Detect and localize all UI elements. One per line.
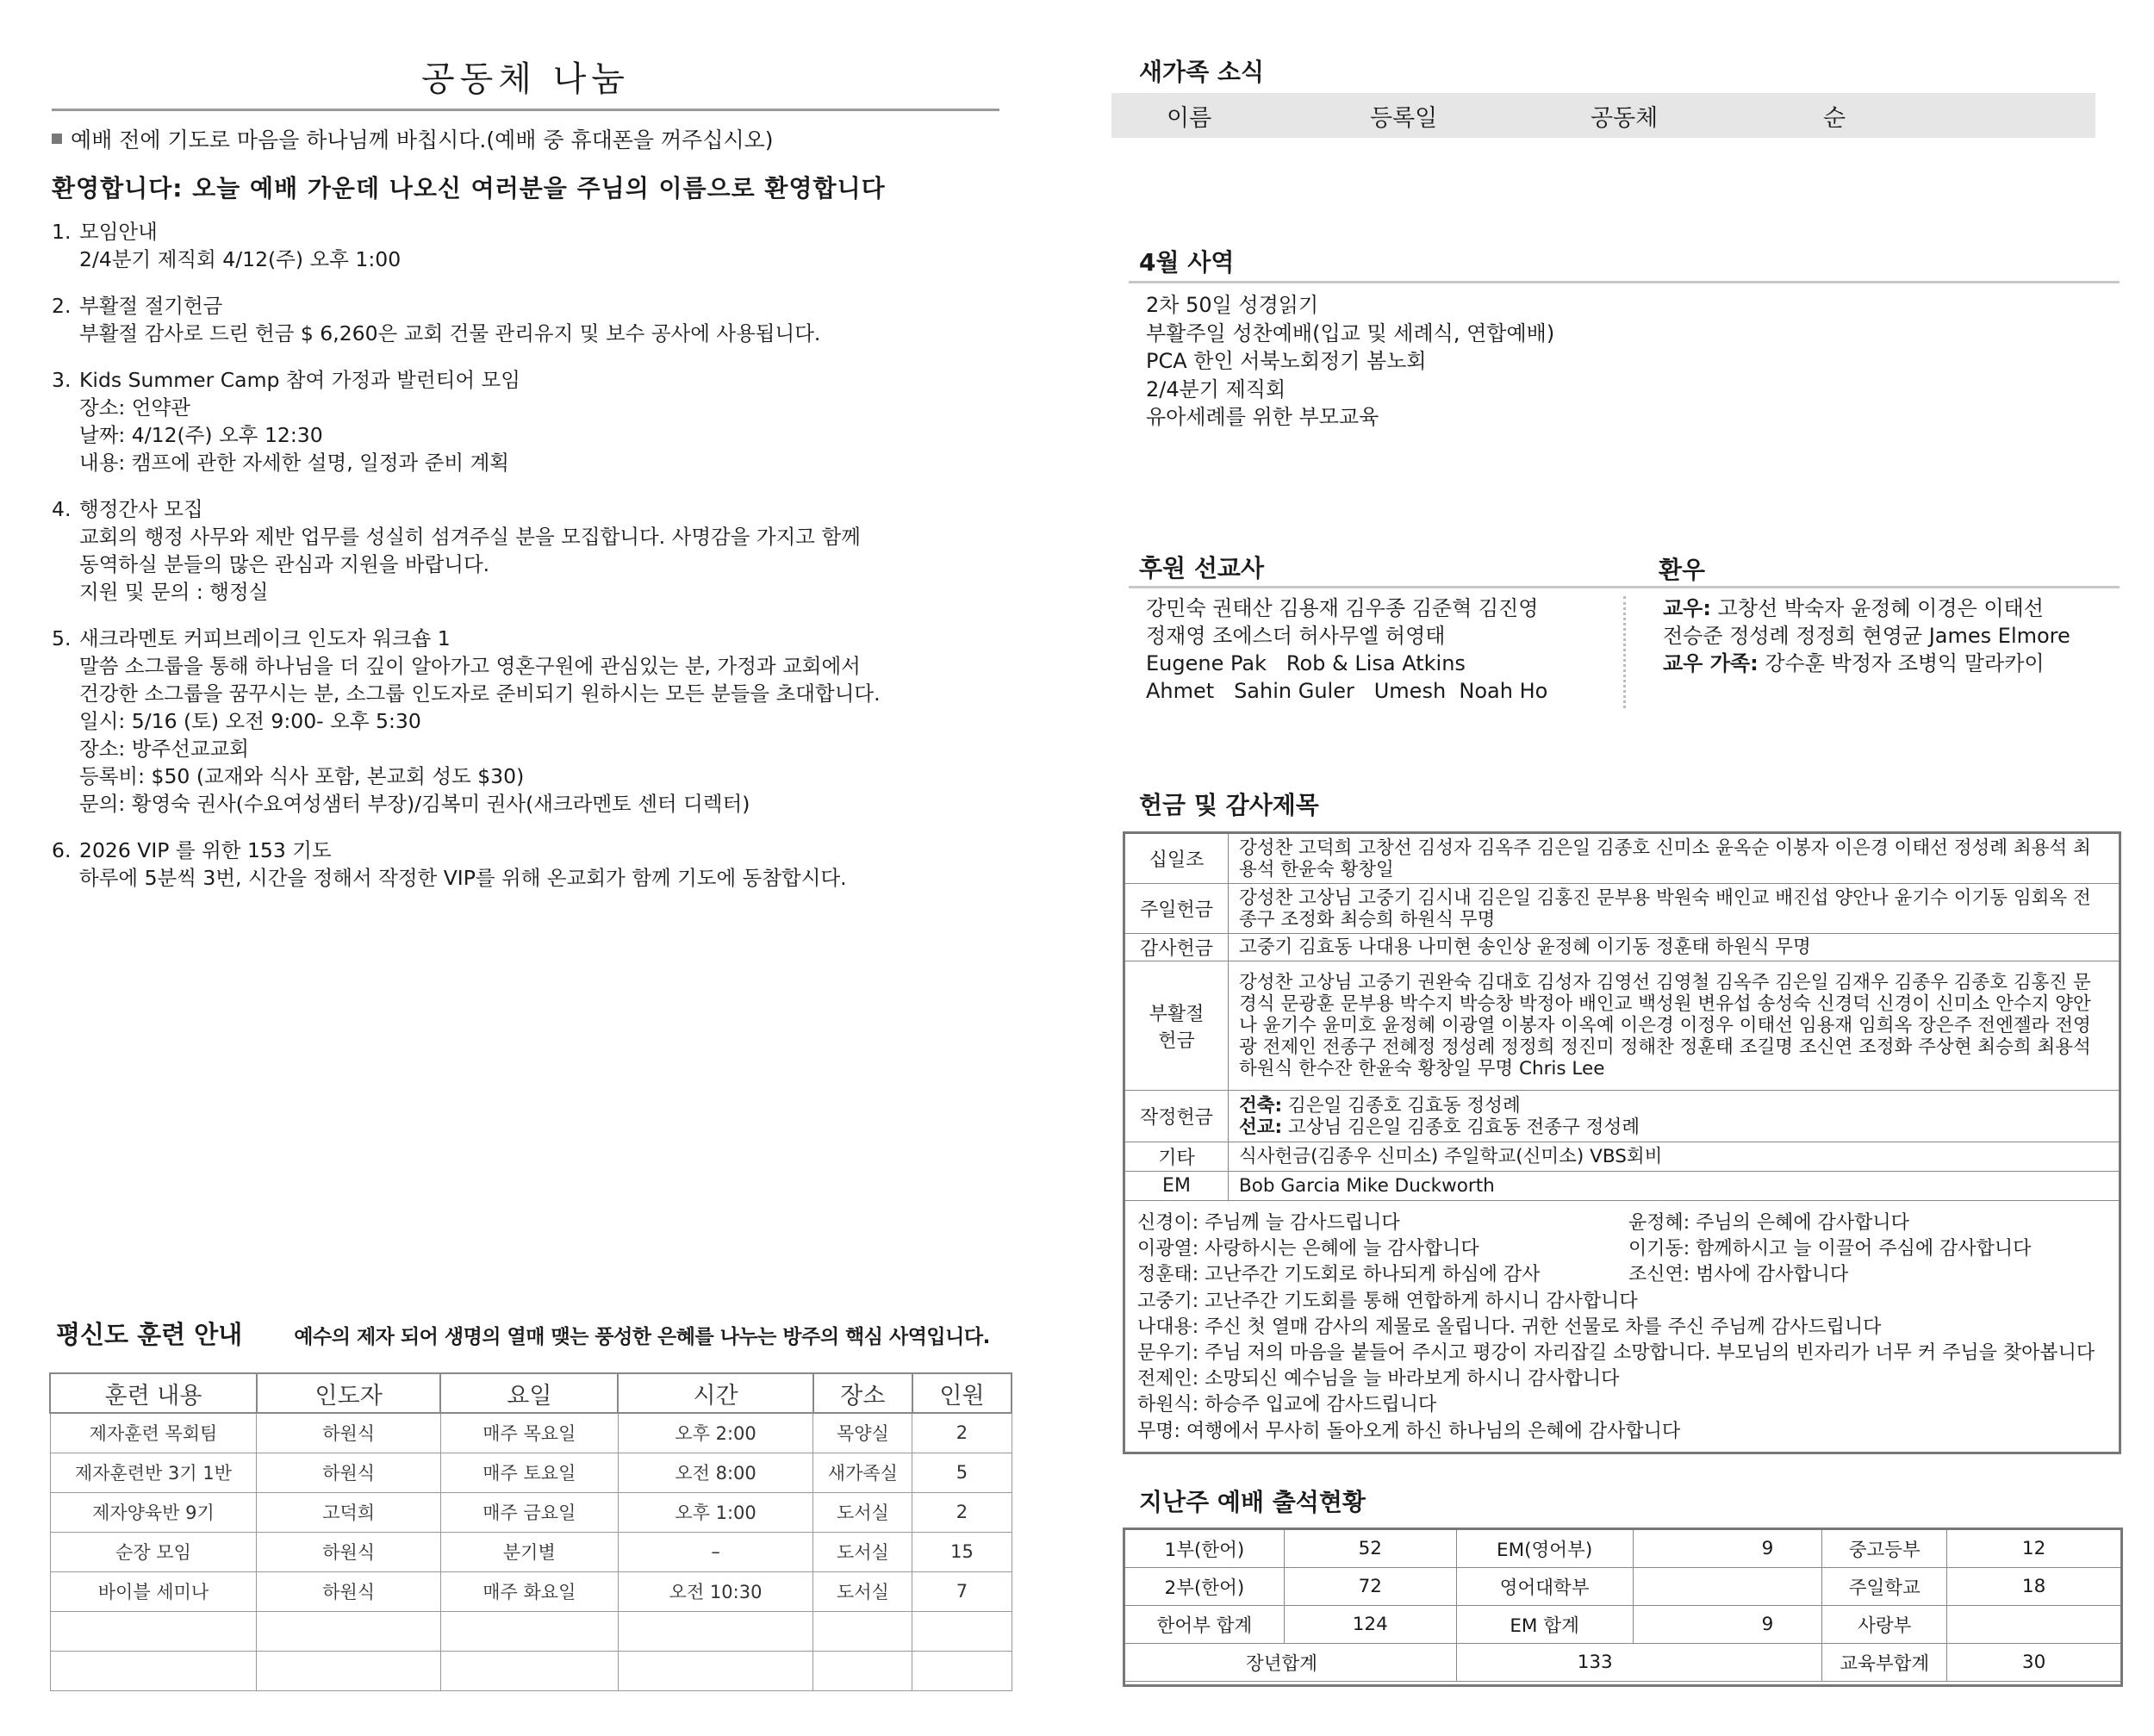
training-cell: 하원식: [257, 1453, 440, 1492]
patient-label: 교우:: [1663, 596, 1711, 620]
training-cell: 고덕희: [257, 1492, 440, 1532]
offering-category: 기타: [1125, 1142, 1229, 1172]
announcement-number: 5.: [52, 626, 72, 650]
thanks-entry: 신경이: 주님께 늘 감사드립니다: [1137, 1212, 1400, 1234]
offering-category: 작정헌금: [1125, 1091, 1229, 1142]
announcement-item: [52, 495, 1017, 606]
attendance-count: 9: [1633, 1606, 1822, 1644]
offering-names: [1229, 1091, 2120, 1142]
attendance-row: [1125, 1530, 2121, 1568]
thanks-entry: 이기동: 함께하시고 늘 이끌어 주심에 감사합니다: [1628, 1238, 2032, 1260]
announcement-title: 부활절 절기헌금: [79, 294, 223, 318]
offering-row: [1125, 834, 2120, 884]
training-row: [50, 1413, 1012, 1453]
attendance-label: 한어부 합계: [1125, 1606, 1285, 1644]
training-cell: [50, 1611, 257, 1651]
april-event: PCA 한인 서북노회정기 봄노회: [1146, 349, 1427, 373]
offering-title: 헌금 및 감사제목: [1139, 791, 1319, 819]
thanks-row: [1137, 1392, 2111, 1418]
offering-pledge-names: 김은일 김종호 김효동 정성례: [1282, 1094, 1521, 1117]
training-cell: 분기별: [440, 1532, 618, 1571]
thanks-entry: 문우기: 주님 저의 마음을 붙들어 주시고 평강이 자리잡길 소망합니다. 부모님의 빈자리가 너무 커 주님을 찾아봅니다: [1137, 1341, 2095, 1364]
patient-label: 교우 가족:: [1663, 651, 1759, 675]
missionary-divider: [1129, 586, 2120, 588]
training-cell: [813, 1651, 912, 1690]
announcement-heading: [52, 366, 1017, 394]
training-cell: 매주 목요일: [440, 1413, 618, 1453]
training-cell: 도서실: [813, 1492, 912, 1532]
training-cell: [912, 1651, 1012, 1690]
training-cell: 제자훈련반 3기 1반: [50, 1453, 257, 1492]
training-cell: 도서실: [813, 1571, 912, 1611]
attendance-title: 지난주 예배 출석현황: [1139, 1488, 1366, 1516]
announcement-heading: [52, 218, 1017, 246]
announcement-number: 4.: [52, 497, 72, 521]
attendance-total-row: [1125, 1644, 2121, 1682]
training-cell: 매주 금요일: [440, 1492, 618, 1532]
missionary-line: Eugene Pak Rob & Lisa Atkins: [1146, 651, 1466, 675]
welcome-text: 환영합니다: 오늘 예배 가운데 나오신 여러분을 주님의 이름으로 환영합니다: [52, 174, 886, 202]
announcement-line: 장소: 방주선교교회: [79, 737, 249, 761]
thanks-entry: 하원식: 하승주 입교에 감사드립니다: [1137, 1394, 1437, 1416]
training-row: [50, 1571, 1012, 1611]
attendance-count: 12: [1947, 1530, 2121, 1568]
announcement-heading: [52, 495, 1017, 523]
announcement-list: [52, 218, 1017, 892]
patient-names: 고창선 박숙자 윤정혜 이경은 이태선: [1710, 596, 2044, 620]
newfamily-col-group: 순: [1823, 104, 1846, 132]
training-cell: 5: [912, 1453, 1012, 1492]
thanks-entry: 고중기: 고난주간 기도회를 통해 연합하게 하시니 감사합니다: [1137, 1290, 1638, 1312]
attendance-label: 영어대학부: [1456, 1568, 1633, 1606]
thanks-entry: 윤정혜: 주님의 은혜에 감사합니다: [1628, 1212, 1909, 1234]
left-page: [52, 52, 1017, 911]
title-divider: [52, 109, 999, 111]
training-cell: 오전 8:00: [618, 1453, 813, 1492]
newfamily-header: [1111, 93, 2095, 138]
announcement-item: [52, 366, 1017, 476]
april-event: 2차 50일 성경읽기: [1146, 293, 1319, 317]
offering-names: 식사헌금(김종우 신미소) 주일학교(신미소) VBS회비: [1229, 1142, 2120, 1172]
attendance-count: 9: [1633, 1530, 1822, 1568]
offering-names: 강성찬 고상님 고중기 김시내 김은일 김홍진 문부용 박원숙 배인교 배진섭 양안나 윤기수 이기동 임회옥 전종구 조정화 최승희 하원식 무명: [1229, 884, 2120, 934]
newfamily-col-date: 등록일: [1370, 104, 1438, 132]
thanks-row: [1137, 1289, 2111, 1315]
announcement-title: 행정간사 모집: [79, 497, 203, 521]
announcement-line: 2/4분기 제직회 4/12(주) 오후 1:00: [79, 247, 402, 271]
announcement-item: [52, 837, 1017, 892]
training-title: 평신도 훈련 안내: [56, 1320, 243, 1349]
announcement-line: 말씀 소그룹을 통해 하나님을 더 깊이 알아가고 영혼구원에 관심있는 분, 가정과 교회에서: [79, 654, 861, 678]
training-cell: [618, 1611, 813, 1651]
offering-names: 고중기 김효동 나대용 나미현 송인상 윤정혜 이기동 정훈태 하원식 무명: [1229, 934, 2120, 961]
april-event: 유아세례를 위한 부모교육: [1146, 405, 1379, 429]
announcement-line: 지원 및 문의 : 행정실: [79, 580, 269, 604]
attendance-count: 30: [1947, 1644, 2121, 1682]
announcement-item: [52, 218, 1017, 273]
training-cell: 7: [912, 1571, 1012, 1611]
attendance-label: 2부(한어): [1125, 1568, 1285, 1606]
announcement-number: 6.: [52, 838, 72, 862]
training-table: [49, 1372, 1012, 1691]
training-cell: 하원식: [257, 1532, 440, 1571]
attendance-label: 중고등부: [1822, 1530, 1947, 1568]
thanks-row: [1137, 1315, 2111, 1341]
training-cell: 15: [912, 1532, 1012, 1571]
newfamily-col-name: 이름: [1167, 104, 1212, 132]
announcement-line: 일시: 5/16 (토) 오전 9:00- 오후 5:30: [79, 709, 421, 733]
april-divider: [1129, 281, 2120, 283]
offering-category: 십일조: [1125, 834, 1229, 884]
offering-row: [1125, 961, 2120, 1091]
thanks-entry: 조신연: 범사에 감사합니다: [1628, 1264, 1849, 1286]
training-cell: 하원식: [257, 1571, 440, 1611]
thanks-row: [1137, 1366, 2111, 1392]
offering-table: [1124, 833, 2120, 1201]
attendance-row: [1125, 1606, 2121, 1644]
patient-names: 강수훈 박정자 조병익 말라카이: [1758, 651, 2045, 675]
patient-list: [1663, 594, 2070, 677]
announcement-number: 3.: [52, 368, 72, 392]
training-row: [50, 1532, 1012, 1571]
announcement-line: 동역하실 분들의 많은 관심과 지원을 바랍니다.: [79, 552, 490, 576]
training-cell: 순장 모임: [50, 1532, 257, 1571]
training-cell: [912, 1611, 1012, 1651]
announcement-item: [52, 292, 1017, 347]
thanks-row: [1137, 1210, 2111, 1236]
training-col-header: 훈련 내용: [50, 1373, 257, 1413]
attendance-count: 133: [1456, 1644, 1822, 1682]
attendance-count: 72: [1284, 1568, 1456, 1606]
april-events: [1146, 291, 1554, 432]
announcement-line: 교회의 행정 사무와 제반 업무를 성실히 섬겨주실 분을 모집합니다. 사명감을 가지고 함께: [79, 525, 861, 549]
training-row: [50, 1651, 1012, 1690]
attendance-label: 교육부합계: [1822, 1644, 1947, 1682]
missionary-line: 정재영 조에스더 허사무엘 허영태: [1146, 624, 1446, 648]
announcement-line: 등록비: $50 (교재와 식사 포함, 본교회 성도 $30): [79, 764, 525, 788]
training-cell: 2: [912, 1492, 1012, 1532]
training-cell: 도서실: [813, 1532, 912, 1571]
offering-category: 부활절 헌금: [1125, 961, 1229, 1091]
announcement-line: 부활절 감사로 드린 헌금 $ 6,260은 교회 건물 관리유지 및 보수 공사에 사용됩니다.: [79, 321, 821, 345]
training-cell: 하원식: [257, 1413, 440, 1453]
dotted-separator: [1623, 596, 1626, 708]
training-cell: 오후 2:00: [618, 1413, 813, 1453]
attendance-count: 18: [1947, 1568, 2121, 1606]
training-cell: 매주 화요일: [440, 1571, 618, 1611]
thanks-entry: 무명: 여행에서 무사히 돌아오게 하신 하나님의 은혜에 감사합니다: [1137, 1420, 1681, 1442]
announcement-title: 모임안내: [79, 220, 158, 244]
announcement-heading: [52, 292, 1017, 320]
notice: [52, 123, 1017, 154]
offering-category: 주일헌금: [1125, 884, 1229, 934]
announcement-heading: [52, 837, 1017, 864]
training-row: [50, 1611, 1012, 1651]
announcement-line: 내용: 캠프에 관한 자세한 설명, 일정과 준비 계획: [79, 451, 509, 475]
offering-names: 강성찬 고덕희 고창선 김성자 김옥주 김은일 김종호 신미소 윤옥순 이봉자 이은경 이태선 정성례 최용석 최용석 한윤숙 황창일: [1229, 834, 2120, 884]
training-row: [50, 1453, 1012, 1492]
training-cell: [440, 1651, 618, 1690]
training-cell: 매주 토요일: [440, 1453, 618, 1492]
thanks-row: [1137, 1262, 2111, 1288]
training-cell: 오전 10:30: [618, 1571, 813, 1611]
attendance-label: EM 합계: [1456, 1606, 1633, 1644]
offering-row: [1125, 934, 2120, 961]
announcement-line: 날짜: 4/12(주) 오후 12:30: [79, 423, 323, 447]
notice-text: 예배 전에 기도로 마음을 하나님께 바칩시다.(예배 중 휴대폰을 꺼주십시오): [71, 128, 774, 152]
training-header: [56, 1316, 990, 1351]
missionary-line: 강민숙 권태산 김용재 김우종 김준혁 김진영: [1146, 596, 1539, 620]
offering-row: [1125, 1142, 2120, 1172]
offering-pledge-names: 고상님 김은일 김종호 김효동 전종구 정성례: [1282, 1116, 1640, 1138]
offering-names: Bob Garcia Mike Duckworth: [1229, 1172, 2120, 1201]
training-cell: 제자양육반 9기: [50, 1492, 257, 1532]
patient-line: [1663, 594, 2070, 622]
training-cell: 목양실: [813, 1413, 912, 1453]
training-cell: [813, 1611, 912, 1651]
offering-pledge-label: 건축:: [1239, 1094, 1283, 1117]
training-cell: [50, 1651, 257, 1690]
attendance-count: [1633, 1568, 1822, 1606]
training-cell: 오후 1:00: [618, 1492, 813, 1532]
training-col-header: 요일: [440, 1373, 618, 1413]
offering-pledge-line: [1239, 1095, 2108, 1117]
announcement-title: 새크라멘토 커피브레이크 인도자 워크숍 1: [79, 626, 451, 650]
attendance-label: 주일학교: [1822, 1568, 1947, 1606]
attendance-label: 장년합계: [1125, 1644, 1457, 1682]
thanks-entry: 정훈태: 고난주간 기도회로 하나되게 하심에 감사: [1137, 1264, 1541, 1286]
attendance-label: 1부(한어): [1125, 1530, 1285, 1568]
attendance-label: EM(영어부): [1456, 1530, 1633, 1568]
training-cell: 바이블 세미나: [50, 1571, 257, 1611]
april-event: 부활주일 성찬예배(입교 및 세례식, 연합예배): [1146, 320, 1555, 345]
thanks-entry: 나대용: 주신 첫 열매 감사의 제물로 올립니다. 귀한 선물로 차를 주신 주님께 감사드립니다: [1137, 1316, 1882, 1338]
announcement-line: 문의: 황영숙 권사(수요여성샘터 부장)/김복미 권사(새크라멘토 센터 디렉터): [79, 792, 750, 816]
training-cell: [257, 1611, 440, 1651]
attendance-count: 124: [1284, 1606, 1456, 1644]
thanks-row: [1137, 1236, 2111, 1262]
attendance-table: [1124, 1529, 2121, 1682]
training-cell: –: [618, 1532, 813, 1571]
announcement-line: 하루에 5분씩 3번, 시간을 정해서 작정한 VIP를 위해 온교회가 함께 기도에 동참합시다.: [79, 866, 847, 890]
page-title: 공동체 나눔: [421, 59, 630, 99]
announcement-line: 건강한 소그룹을 꿈꾸시는 분, 소그룹 인도자로 준비되기 원하시는 모든 분들을 초대합니다.: [79, 681, 881, 706]
offering-names: 강성찬 고상님 고중기 권완숙 김대호 김성자 김영선 김영철 김옥주 김은일 김재우 김종우 김종호 김홍진 문경식 문광훈 문부용 박수지 박승창 박정아 배인교 백성원 변유섭 송성숙 신경덕 신경이 신미소 안수지 양안나 윤기수 윤미호 윤정혜 이광열 이봉자 이옥예 이은경 이정우 이태선 임용재 임희옥 장은주 전엔젤라 전영광 전제인 전종구 전혜정 정성례 정정희 정진미 정해찬 정훈태 조길명 조신연 조정화 주상현 최승희 최용석 하원식 한수잔 한윤숙 황창일 무명 Chris Lee: [1229, 961, 2120, 1091]
missionary-title: 후원 선교사: [1139, 554, 1264, 582]
announcement-number: 2.: [52, 294, 72, 318]
training-cell: 제자훈련 목회팀: [50, 1413, 257, 1453]
training-subtitle: 예수의 제자 되어 생명의 열매 맺는 풍성한 은혜를 나누는 방주의 핵심 사역입니다.: [294, 1326, 990, 1348]
thanks-row: [1137, 1341, 2111, 1366]
newfamily-col-community: 공동체: [1591, 104, 1659, 132]
training-col-header: 인도자: [257, 1373, 440, 1413]
announcement-heading: [52, 625, 1017, 652]
training-col-header: 시간: [618, 1373, 813, 1413]
patient-names: 전승준 정성례 정정희 현영균 James Elmore: [1663, 624, 2070, 648]
offering-row: [1125, 1172, 2120, 1201]
training-cell: [440, 1611, 618, 1651]
missionary-line: Ahmet Sahin Guler Umesh Noah Ho: [1146, 679, 1548, 703]
training-cell: 새가족실: [813, 1453, 912, 1492]
announcement-title: Kids Summer Camp 참여 가정과 발런티어 모임: [79, 368, 520, 392]
april-event: 2/4분기 제직회: [1146, 376, 1286, 401]
training-col-header: 인원: [912, 1373, 1012, 1413]
offering-pledge-label: 선교:: [1239, 1116, 1283, 1138]
patient-line: [1663, 622, 2070, 650]
attendance-count: 52: [1284, 1530, 1456, 1568]
announcement-title: 2026 VIP 를 위한 153 기도: [79, 838, 332, 862]
offering-row: [1125, 1091, 2120, 1142]
newfamily-title: 새가족 소식: [1139, 58, 1264, 86]
attendance-label: 사랑부: [1822, 1606, 1947, 1644]
thanks-row: [1137, 1419, 2111, 1445]
patients-title: 환우: [1659, 556, 1706, 584]
announcement-line: 장소: 언약관: [79, 395, 190, 420]
patient-line: [1663, 650, 2070, 677]
training-row: [50, 1492, 1012, 1532]
thanks-list: [1137, 1210, 2111, 1445]
attendance-row: [1125, 1568, 2121, 1606]
thanks-entry: 이광열: 사랑하시는 은혜에 늘 감사합니다: [1137, 1238, 1479, 1260]
square-bullet-icon: [52, 134, 62, 144]
offering-category: EM: [1125, 1172, 1229, 1201]
april-title: 4월 사역: [1139, 248, 1235, 277]
training-cell: 2: [912, 1413, 1012, 1453]
missionary-list: [1146, 594, 1547, 705]
announcement-number: 1.: [52, 220, 72, 244]
training-cell: [257, 1651, 440, 1690]
offering-category: 감사헌금: [1125, 934, 1229, 961]
offering-pledge-line: [1239, 1117, 2108, 1138]
offering-row: [1125, 884, 2120, 934]
attendance-count: [1947, 1606, 2121, 1644]
training-col-header: 장소: [813, 1373, 912, 1413]
training-cell: [618, 1651, 813, 1690]
thanks-entry: 전제인: 소망되신 예수님을 늘 바라보게 하시니 감사합니다: [1137, 1368, 1620, 1391]
announcement-item: [52, 625, 1017, 818]
